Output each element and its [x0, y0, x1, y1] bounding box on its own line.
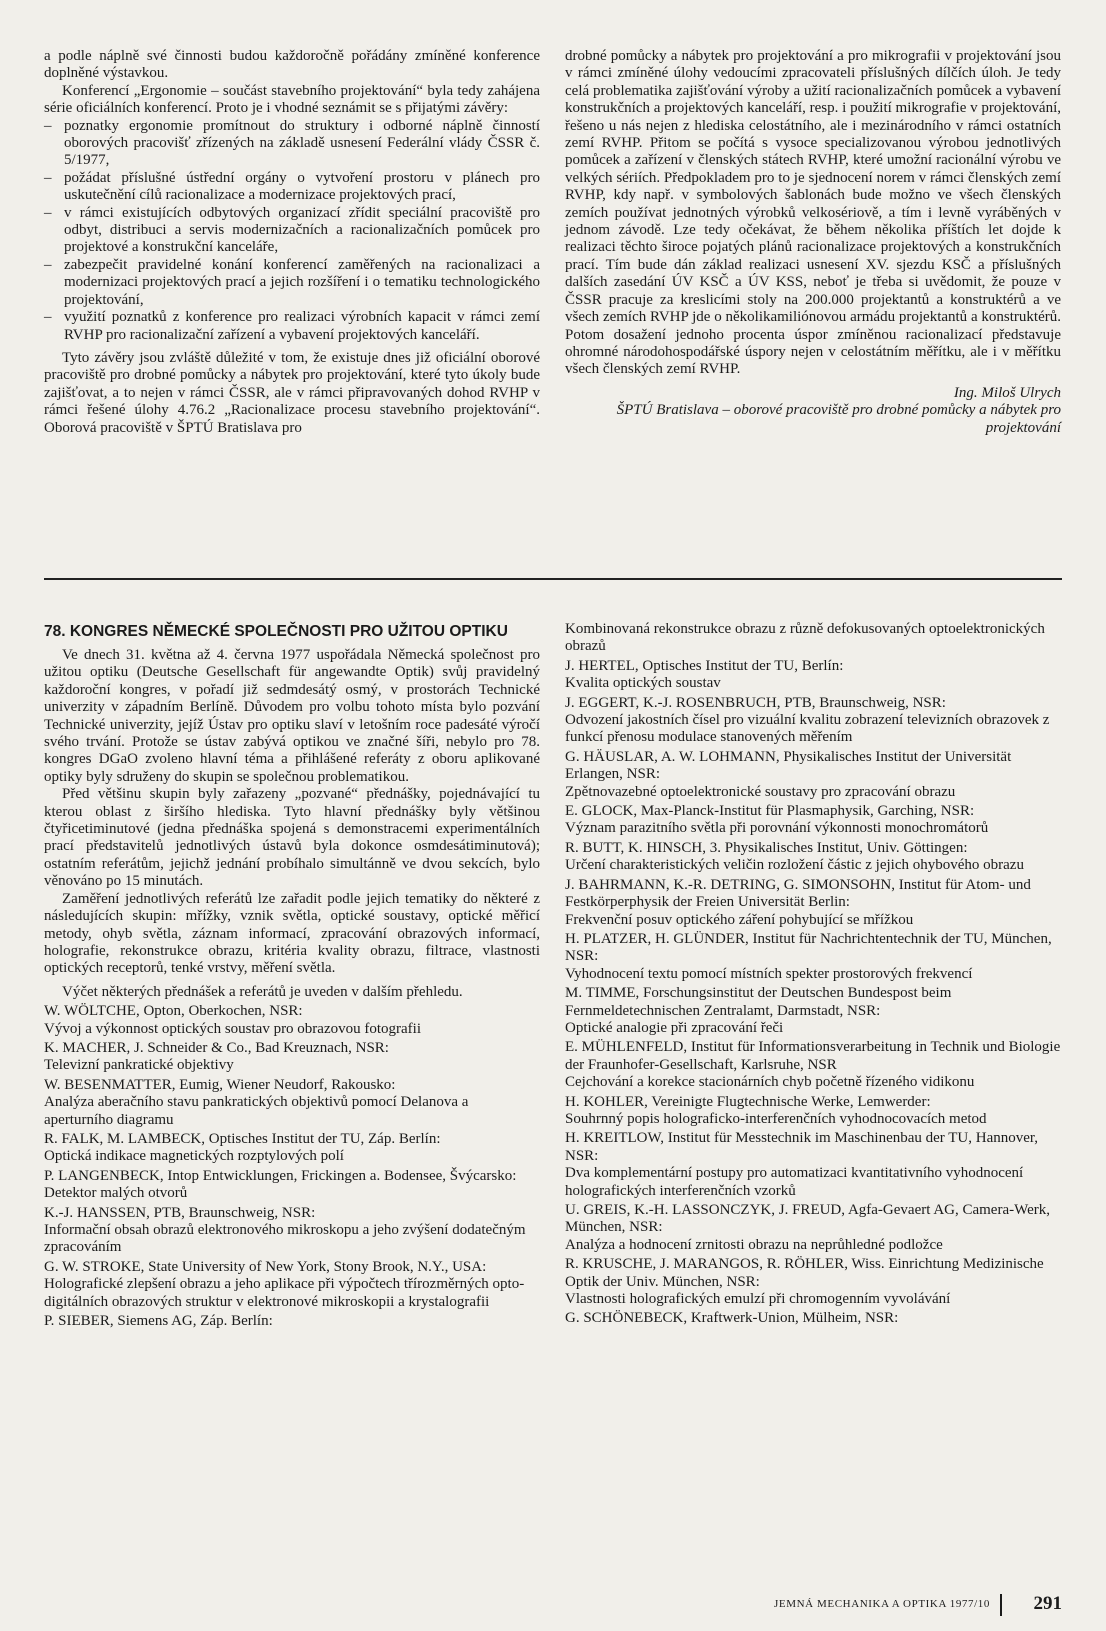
- lecture-author: H. KOHLER, Vereinigte Flugtechnische Werke, Lemwerder:: [565, 1093, 931, 1110]
- list-item: [44, 1205, 540, 1257]
- list-item-text: požádat příslušné ústřední orgány o vytvoření prostoru v plánech pro uskutečnění cílů racionalizace a modernizace projektových prací,: [64, 169, 540, 204]
- lecture-author: G. SCHÖNEBECK, Kraftwerk-Union, Mülheim, NSR:: [565, 1310, 899, 1327]
- paragraph: a podle náplně své činnosti budou každoročně pořádány zmíněné konference doplněné výstavkou.: [44, 48, 540, 82]
- lecture-title: Detektor malých otvorů: [44, 1185, 188, 1202]
- top-right-column: [565, 48, 1061, 437]
- list-item: [565, 877, 1061, 929]
- list-item: – v rámci existujících odbytových organizací zřídit speciální pracoviště pro odbyt, distribuci a servis modernizačních a racionalizačních pomůcek pro projektové a konstrukční kanceláře,: [44, 204, 540, 256]
- list-item: [565, 695, 1061, 747]
- lecture-author: P. SIEBER, Siemens AG, Záp. Berlín:: [44, 1313, 273, 1330]
- list-item: – zabezpečit pravidelné konání konferencí zaměřených na racionalizaci a modernizaci projektových prací a jejich rozšíření i o tematiku technologického projektování,: [44, 256, 540, 308]
- lecture-title: Význam parazitního světla při porovnání výkonnosti monochromátorů: [565, 820, 989, 837]
- lecture-author: W. BESENMATTER, Eumig, Wiener Neudorf, Rakousko:: [44, 1076, 396, 1093]
- list-item: [44, 1259, 540, 1311]
- footer-divider: [1000, 1594, 1002, 1616]
- lecture-author: J. HERTEL, Optisches Institut der TU, Berlín:: [565, 657, 844, 674]
- lecture-author: K.-J. HANSSEN, PTB, Braunschweig, NSR:: [44, 1204, 316, 1221]
- lecture-title: Optická indikace magnetických rozptylových polí: [44, 1148, 344, 1165]
- list-item: [565, 1310, 1061, 1327]
- list-item: [565, 840, 1061, 875]
- lecture-title: Cejchování a korekce stacionárních chyb početně řízeného vidikonu: [565, 1074, 975, 1091]
- article-left-column: [44, 623, 540, 1330]
- lecture-title: Kombinovaná rekonstrukce obrazu z různě defokusovaných optoelektronických obrazů: [565, 621, 1045, 655]
- lecture-title: Analýza aberačního stavu pankratických objektivů pomocí Delanova a aperturního diagramu: [44, 1094, 469, 1128]
- paragraph: Před většinu skupin byly zařazeny „pozvané“ přednášky, pojednávající tu kterou oblast z širšího hlediska. Tyto hlavní přednášky byly většinou čtyřicetiminutové (jedna přednáška spojená s demonstracemi experimentálních prací představitelů jednotlivých ústavů byla dokonce osmdesátiminutová); ostatním referátům, jejichž jednání probíhalo simultánně ve dvou sekcích, bylo věnováno po 15 minutách.: [44, 786, 540, 890]
- lecture-title: Frekvenční posuv optického záření pohybující se mřížkou: [565, 911, 914, 928]
- lecture-author: E. GLOCK, Max-Planck-Institut für Plasmaphysik, Garching, NSR:: [565, 803, 975, 820]
- lecture-title: Kvalita optických soustav: [565, 675, 721, 692]
- lecture-title: Souhrnný popis holograficko-interferenčních vyhodnocovacích metod: [565, 1110, 987, 1127]
- list-item: [44, 1077, 540, 1129]
- lecture-author: G. W. STROKE, State University of New York, Stony Brook, N.Y., USA:: [44, 1258, 487, 1275]
- list-item: [44, 1003, 540, 1038]
- list-item: [44, 1040, 540, 1075]
- lecture-author: H. KREITLOW, Institut für Messtechnik im Maschinenbau der TU, Hannover, NSR:: [565, 1130, 1039, 1164]
- paragraph: Výčet některých přednášek a referátů je uveden v dalším přehledu.: [62, 983, 463, 1000]
- list-item: – využití poznatků z konference pro realizaci výrobních kapacit v rámci zemí RVHP pro racionalizační zařízení a vybavení projektových kanceláří.: [44, 309, 540, 343]
- article-right-column: [565, 621, 1061, 1328]
- list-item: [44, 1313, 540, 1330]
- paragraph: Tyto závěry jsou zvláště důležité v tom, že existuje dnes již oficiální oborové pracoviště pro drobné pomůcky a nábytek pro projektování, které tyto úkoly bude zajišťovat, a to nejen v rámci ČSSR, ale v rámci připravovaných dohod RVHP v rámci řešené úlohy 4.76.2 „Racionalizace procesu stavebního projektování“. Oborová pracoviště v ŠPTÚ Bratislava pro: [44, 349, 540, 436]
- page-number: 291: [1033, 1593, 1062, 1614]
- lecture-author: E. MÜHLENFELD, Institut für Informationsverarbeitung in Technik und Biologie der Fraunhofer-Gesellschaft, Karlsruhe, NSR: [565, 1039, 1061, 1073]
- paragraph: drobné pomůcky a nábytek pro projektování a pro mikrografii v projektování jsou v rámci zmíněné úlohy vedoucími zpracovateli příslušných dílčích úloh. Je tedy celá problematika zajišťování výroby a užití racionalizačních pomůcek a vybavení konstrukčních a projektových kanceláří, resp. i použití mikrografie v projektování, řešeno u nás nejen z hlediska celostátního, ale i mezinárodního v rámci ostatních zemí RVHP. Přitom se počítá s vysoce specializovanou výrobou jednotlivých pomůcek a zařízení v členských státech RVHP, které umožní racionální výrobu ve velkých sériích. Předpokladem pro to je sjednocení norem v rámci členských zemí RVHP, kdy např. v symbolových šablonách bude možno ve všech členských zemích používat jednotných výrobků velkosériově, a tím i levně vyráběných v jednom závodě. Lze tedy očekávat, že během několika příštích let dojde k realizaci těchto široce pojatých plánů racionalizace projektových a konstrukčních prací. Tím bude dán základ realizaci usnesení XV. sjezdu KSČ a příslušných dalších zasedání ÚV KSČ a ÚV KSS, neboť je třeba si uvědomit, že pouze v ČSSR pracuje za kreslicími stoly na 200.000 projektantů a konstruktérů a ve všech zemích RVHP jde o několikamiliónovou armádu projektantů a konstruktérů. Potom dosažení jednoho procenta úspor zmíněnou racionalizací představuje ohromné národohospodářské úspory nejen v celostátním měřítku, ale i v měřítku všech členských zemí RVHP.: [565, 48, 1061, 378]
- author-name: Ing. Miloš Ulrych: [953, 384, 1061, 401]
- paragraph: Ve dnech 31. května až 4. června 1977 uspořádala Německá společnost pro užitou optiku (Deutsche Gesellschaft für angewandte Optik) svůj pravidelný každoroční kongres, v pořadí již sedmdesátý osmý, v prostorách Technické univerzity v západním Berlíně. Důvodem pro volbu tohoto místa bylo pozvání Technické univerzity, jejíž Ústav pro optiku slaví v letošním roce padesáté výročí svého trvání. Protože se ústav zabývá optikou ve značné šíři, nebylo pro 78. kongres DGaO zvoleno hlavní téma a přihlášené referáty z oboru aplikované optiky byly sdruženy do skupin se společnou problematikou.: [44, 647, 540, 785]
- list-item-text: poznatky ergonomie promítnout do struktury i odborné náplně činností oborových pracovišť zřízených na základě usnesení Federální vlády ČSSR č. 5/1977,: [64, 117, 540, 169]
- list-item-text: využití poznatků z konference pro realizaci výrobních kapacit v rámci zemí RVHP pro racionalizační zařízení a vybavení projektových kanceláří.: [64, 309, 540, 343]
- lecture-title: Zpětnovazebné optoelektronické soustavy pro zpracování obrazu: [565, 783, 956, 800]
- list-item: [565, 1202, 1061, 1254]
- lecture-author: W. WÖLTCHE, Opton, Oberkochen, NSR:: [44, 1003, 303, 1020]
- list-item: – poznatky ergonomie promítnout do struktury i odborné náplně činností oborových pracovišť zřízených na základě usnesení Federální vlády ČSSR č. 5/1977,: [44, 117, 540, 169]
- lecture-author: R. FALK, M. LAMBECK, Optisches Institut der TU, Záp. Berlín:: [44, 1130, 441, 1147]
- lecture-author: R. KRUSCHE, J. MARANGOS, R. RÖHLER, Wiss. Einrichtung Medizinische Optik der Univ. München, NSR:: [565, 1256, 1044, 1290]
- lecture-title: Televizní pankratické objektivy: [44, 1057, 234, 1074]
- paragraph: Zaměření jednotlivých referátů lze zařadit podle jejich tematiky do některé z následujících skupin: mřížky, vznik světla, optické soustavy, optické měřicí metody, ohyb světla, záznam informací, zpracování obrazových informací, holografie, rekonstrukce obrazu, kritéria kvality obrazu, filtrace, vlastnosti optických receptorů, tenké vrstvy, měření světla.: [44, 890, 540, 977]
- list-item: [565, 1094, 1061, 1129]
- list-item: [565, 621, 1061, 656]
- lecture-title: Holografické zlepšení obrazu a jeho aplikace při výpočtech třírozměrných opto-digitálních obrazových struktur v elektronové mikroskopii a krystalografii: [44, 1276, 525, 1310]
- list-item-text: zabezpečit pravidelné konání konferencí zaměřených na racionalizaci a modernizaci projektových prací a jejich rozšíření i o tematiku technologického projektování,: [64, 256, 540, 308]
- lecture-title: Dva komplementární postupy pro automatizaci kvantitativního vyhodnocení holografických interferenčních vzorků: [565, 1165, 1024, 1199]
- list-item: [565, 1039, 1061, 1091]
- lecture-author: J. EGGERT, K.-J. ROSENBRUCH, PTB, Braunschweig, NSR:: [565, 694, 946, 711]
- list-item: [565, 985, 1061, 1037]
- top-left-column: [44, 48, 540, 437]
- lecture-title: Vlastnosti holografických emulzí při chromogenním vyvolávání: [565, 1291, 951, 1308]
- lecture-author: J. BAHRMANN, K.-R. DETRING, G. SIMONSOHN, Institut für Atom- und Festkörperphysik der Freien Universität Berlin:: [565, 876, 1031, 911]
- list-item: [565, 749, 1061, 801]
- list-item: [565, 1130, 1061, 1200]
- lecture-author: H. PLATZER, H. GLÜNDER, Institut für Nachrichtentechnik der TU, München, NSR:: [565, 930, 1052, 965]
- author-affiliation: ŠPTÚ Bratislava – oborové pracoviště pro drobné pomůcky a nábytek pro projektování: [616, 402, 1061, 436]
- lecture-title: Určení charakteristických veličin rozložení částic z jejich ohybového obrazu: [565, 857, 1024, 874]
- list-item: [44, 1131, 540, 1166]
- section-divider: [44, 578, 1062, 580]
- lecture-author: R. BUTT, K. HINSCH, 3. Physikalisches Institut, Univ. Göttingen:: [565, 839, 968, 856]
- lecture-author: G. HÄUSLAR, A. W. LOHMANN, Physikalisches Institut der Universität Erlangen, NSR:: [565, 748, 1012, 783]
- lecture-author: P. LANGENBECK, Intop Entwicklungen, Frickingen a. Bodensee, Švýcarsko:: [44, 1167, 517, 1184]
- list-item: [565, 803, 1061, 838]
- lecture-title: Odvození jakostních čísel pro vizuální kvalitu zobrazení televizních obrazovek z funkcí přenosu modulace stanovených měřením: [565, 712, 1050, 746]
- lecture-title: Analýza a hodnocení zrnitosti obrazu na neprůhledné podložce: [565, 1236, 943, 1253]
- list-item: [565, 931, 1061, 983]
- list-item: [565, 658, 1061, 693]
- list-item-text: v rámci existujících odbytových organizací zřídit speciální pracoviště pro odbyt, distribuci a servis modernizačních a racionalizačních pomůcek pro projektové a konstrukční kanceláře,: [64, 204, 540, 256]
- paragraph: Konferencí „Ergonomie – součást stavebního projektování“ byla tedy zahájena série oficiálních konferencí. Proto je i vhodné seznámit se s přijatými závěry:: [44, 82, 540, 117]
- lecture-title: Vyhodnocení textu pomocí místních spekter prostorových frekvencí: [565, 965, 973, 982]
- list-item: [565, 1256, 1061, 1308]
- list-item: – požádat příslušné ústřední orgány o vytvoření prostoru v plánech pro uskutečnění cílů racionalizace a modernizace projektových prací,: [44, 169, 540, 204]
- list-item: [44, 1168, 540, 1203]
- lecture-author: K. MACHER, J. Schneider & Co., Bad Kreuznach, NSR:: [44, 1039, 389, 1056]
- lecture-title: Informační obsah obrazů elektronového mikroskopu a jeho zvýšení dodatečným zpracováním: [44, 1222, 526, 1256]
- lecture-title: Optické analogie při zpracování řeči: [565, 1019, 784, 1036]
- lecture-author: U. GREIS, K.-H. LASSONCZYK, J. FREUD, Agfa-Gevaert AG, Camera-Werk, München, NSR:: [565, 1202, 1050, 1236]
- lecture-title: Vývoj a výkonnost optických soustav pro obrazovou fotografii: [44, 1020, 422, 1037]
- article-title: 78. KONGRES NĚMECKÉ SPOLEČNOSTI PRO UŽITOU OPTIKU: [44, 623, 508, 640]
- page-footer: [735, 1593, 1062, 1615]
- journal-name: JEMNÁ MECHANIKA A OPTIKA 1977/10: [774, 1598, 990, 1610]
- lecture-author: M. TIMME, Forschungsinstitut der Deutschen Bundespost beim Fernmeldetechnischen Zentralamt, Darmstadt, NSR:: [565, 985, 952, 1019]
